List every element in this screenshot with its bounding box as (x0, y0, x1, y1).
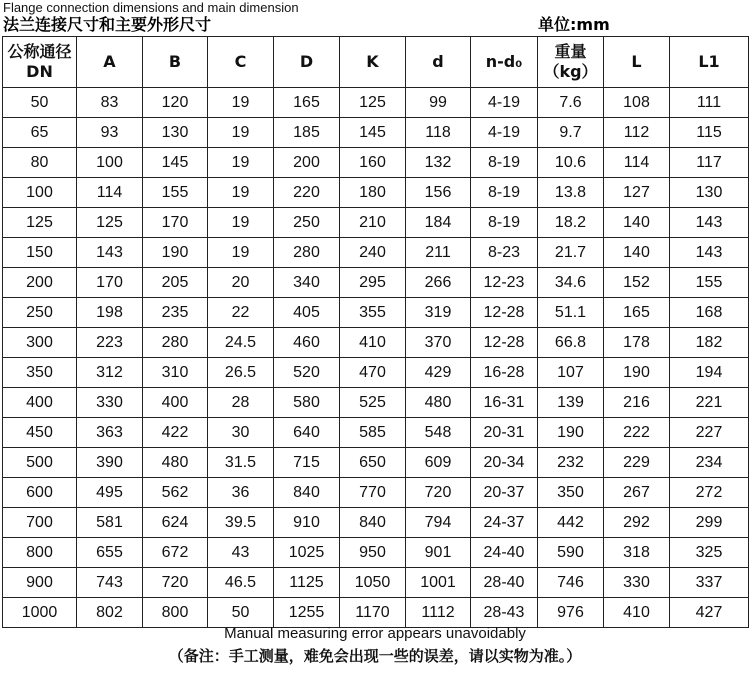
table-cell: 1125 (274, 568, 340, 598)
table-cell: 28-40 (471, 568, 538, 598)
table-cell: 900 (3, 568, 77, 598)
table-row (3, 418, 749, 448)
table-cell: 155 (670, 268, 749, 298)
table-cell: 720 (143, 568, 208, 598)
table-cell: 312 (77, 358, 143, 388)
column-header: A (77, 37, 143, 88)
table-cell: 1025 (274, 538, 340, 568)
table-cell: 4-19 (471, 88, 538, 118)
table-cell: 22 (208, 298, 274, 328)
table-row (3, 268, 749, 298)
table-cell: 234 (670, 448, 749, 478)
table-cell: 9.7 (538, 118, 604, 148)
table-row (3, 178, 749, 208)
table-cell: 125 (340, 88, 406, 118)
table-cell: 500 (3, 448, 77, 478)
table-cell: 672 (143, 538, 208, 568)
table-cell: 19 (208, 178, 274, 208)
table-cell: 19 (208, 118, 274, 148)
table-cell: 182 (670, 328, 749, 358)
table-cell: 400 (3, 388, 77, 418)
table-cell: 34.6 (538, 268, 604, 298)
table-cell: 145 (143, 148, 208, 178)
table-cell: 410 (340, 328, 406, 358)
table-cell: 178 (604, 328, 670, 358)
table-cell: 184 (406, 208, 471, 238)
table-cell: 114 (77, 178, 143, 208)
table-row (3, 358, 749, 388)
table-cell: 901 (406, 538, 471, 568)
table-cell: 51.1 (538, 298, 604, 328)
table-cell: 267 (604, 478, 670, 508)
table-cell: 10.6 (538, 148, 604, 178)
table-cell: 132 (406, 148, 471, 178)
table-cell: 16-28 (471, 358, 538, 388)
table-cell: 24-40 (471, 538, 538, 568)
table-cell: 152 (604, 268, 670, 298)
table-cell: 100 (3, 178, 77, 208)
table-cell: 30 (208, 418, 274, 448)
table-cell: 743 (77, 568, 143, 598)
table-cell: 99 (406, 88, 471, 118)
table-cell: 107 (538, 358, 604, 388)
column-header: B (143, 37, 208, 88)
table-row (3, 238, 749, 268)
table-cell: 24.5 (208, 328, 274, 358)
table-cell: 442 (538, 508, 604, 538)
table-cell: 585 (340, 418, 406, 448)
table-cell: 19 (208, 148, 274, 178)
table-cell: 190 (538, 418, 604, 448)
table-cell: 292 (604, 508, 670, 538)
table-cell: 156 (406, 178, 471, 208)
table-cell: 350 (538, 478, 604, 508)
table-cell: 295 (340, 268, 406, 298)
table-cell: 46.5 (208, 568, 274, 598)
table-cell: 125 (77, 208, 143, 238)
table-row (3, 328, 749, 358)
table-cell: 180 (340, 178, 406, 208)
table-cell: 139 (538, 388, 604, 418)
table-cell: 185 (274, 118, 340, 148)
table-cell: 143 (670, 208, 749, 238)
table-cell: 802 (77, 598, 143, 628)
table-cell: 140 (604, 238, 670, 268)
table-cell: 410 (604, 598, 670, 628)
table-cell: 221 (670, 388, 749, 418)
table-cell: 19 (208, 238, 274, 268)
table-cell: 223 (77, 328, 143, 358)
table-cell: 390 (77, 448, 143, 478)
table-cell: 26.5 (208, 358, 274, 388)
table-cell: 480 (143, 448, 208, 478)
column-header: 重量（kg） (538, 37, 604, 88)
table-cell: 50 (3, 88, 77, 118)
table-row (3, 598, 749, 628)
table-row (3, 538, 749, 568)
table-cell: 111 (670, 88, 749, 118)
table-cell: 1000 (3, 598, 77, 628)
table-cell: 266 (406, 268, 471, 298)
chinese-note: （备注：手工测量，难免会出现一些的误差，请以实物为准。） (168, 647, 582, 665)
table-cell: 190 (604, 358, 670, 388)
table-cell: 222 (604, 418, 670, 448)
table-cell: 165 (604, 298, 670, 328)
table-row (3, 208, 749, 238)
english-note: Manual measuring error appears unavoidably (224, 625, 526, 642)
table-cell: 170 (143, 208, 208, 238)
table-cell: 300 (3, 328, 77, 358)
column-header: L1 (670, 37, 749, 88)
table-cell: 21.7 (538, 238, 604, 268)
table-cell: 280 (274, 238, 340, 268)
table-cell: 7.6 (538, 88, 604, 118)
table-cell: 520 (274, 358, 340, 388)
table-cell: 299 (670, 508, 749, 538)
table-cell: 28 (208, 388, 274, 418)
table-row (3, 88, 749, 118)
table-cell: 216 (604, 388, 670, 418)
table-header-row (3, 37, 749, 88)
table-cell: 590 (538, 538, 604, 568)
table-cell: 115 (670, 118, 749, 148)
column-header: L (604, 37, 670, 88)
table-cell: 16-31 (471, 388, 538, 418)
table-cell: 370 (406, 328, 471, 358)
table-cell: 39.5 (208, 508, 274, 538)
table-cell: 18.2 (538, 208, 604, 238)
table-cell: 43 (208, 538, 274, 568)
table-cell: 20 (208, 268, 274, 298)
table-row (3, 448, 749, 478)
table-cell: 840 (274, 478, 340, 508)
table-cell: 31.5 (208, 448, 274, 478)
table-cell: 950 (340, 538, 406, 568)
table-cell: 250 (274, 208, 340, 238)
table-cell: 1255 (274, 598, 340, 628)
table-cell: 145 (340, 118, 406, 148)
table-cell: 350 (3, 358, 77, 388)
unit-label: 单位:mm (538, 15, 610, 34)
table-cell: 80 (3, 148, 77, 178)
table-cell: 746 (538, 568, 604, 598)
table-cell: 165 (274, 88, 340, 118)
column-header: 公称通径DN (3, 37, 77, 88)
table-cell: 319 (406, 298, 471, 328)
table-cell: 715 (274, 448, 340, 478)
table-cell: 211 (406, 238, 471, 268)
table-cell: 227 (670, 418, 749, 448)
table-cell: 140 (604, 208, 670, 238)
table-cell: 8-19 (471, 208, 538, 238)
table-cell: 8-19 (471, 178, 538, 208)
table-cell: 114 (604, 148, 670, 178)
table-row (3, 118, 749, 148)
table-cell: 460 (274, 328, 340, 358)
table-cell: 525 (340, 388, 406, 418)
table-cell: 250 (3, 298, 77, 328)
table-cell: 340 (274, 268, 340, 298)
table-cell: 840 (340, 508, 406, 538)
table-cell: 330 (77, 388, 143, 418)
table-cell: 24-37 (471, 508, 538, 538)
table-cell: 355 (340, 298, 406, 328)
table-cell: 150 (3, 238, 77, 268)
table-row (3, 148, 749, 178)
table-cell: 13.8 (538, 178, 604, 208)
table-cell: 120 (143, 88, 208, 118)
table-cell: 581 (77, 508, 143, 538)
table-cell: 20-37 (471, 478, 538, 508)
table-cell: 229 (604, 448, 670, 478)
table-cell: 470 (340, 358, 406, 388)
table-cell: 624 (143, 508, 208, 538)
table-cell: 112 (604, 118, 670, 148)
table-cell: 235 (143, 298, 208, 328)
chinese-title: 法兰连接尺寸和主要外形尺寸 (3, 15, 212, 34)
table-cell: 495 (77, 478, 143, 508)
table-cell: 405 (274, 298, 340, 328)
table-cell: 108 (604, 88, 670, 118)
table-cell: 155 (143, 178, 208, 208)
table-cell: 232 (538, 448, 604, 478)
table-cell: 280 (143, 328, 208, 358)
table-cell: 83 (77, 88, 143, 118)
table-row (3, 388, 749, 418)
english-title: Flange connection dimensions and main dimension (3, 0, 299, 15)
table-cell: 20-31 (471, 418, 538, 448)
table-cell: 700 (3, 508, 77, 538)
table-cell: 330 (604, 568, 670, 598)
table-cell: 100 (77, 148, 143, 178)
table-cell: 650 (340, 448, 406, 478)
table-cell: 580 (274, 388, 340, 418)
table-cell: 363 (77, 418, 143, 448)
table-row (3, 298, 749, 328)
column-header: K (340, 37, 406, 88)
table-row (3, 568, 749, 598)
table-cell: 8-19 (471, 148, 538, 178)
table-cell: 800 (3, 538, 77, 568)
table-cell: 4-19 (471, 118, 538, 148)
table-cell: 66.8 (538, 328, 604, 358)
table-cell: 210 (340, 208, 406, 238)
table-cell: 143 (77, 238, 143, 268)
table-cell: 220 (274, 178, 340, 208)
table-cell: 976 (538, 598, 604, 628)
table-cell: 422 (143, 418, 208, 448)
table-cell: 198 (77, 298, 143, 328)
table-cell: 480 (406, 388, 471, 418)
table-cell: 548 (406, 418, 471, 448)
table-cell: 450 (3, 418, 77, 448)
table-cell: 720 (406, 478, 471, 508)
table-cell: 130 (143, 118, 208, 148)
table-row (3, 478, 749, 508)
table-cell: 168 (670, 298, 749, 328)
table-cell: 200 (3, 268, 77, 298)
table-cell: 770 (340, 478, 406, 508)
table-cell: 127 (604, 178, 670, 208)
table-cell: 640 (274, 418, 340, 448)
table-cell: 400 (143, 388, 208, 418)
table-cell: 1001 (406, 568, 471, 598)
table-cell: 205 (143, 268, 208, 298)
table-cell: 1112 (406, 598, 471, 628)
table-cell: 429 (406, 358, 471, 388)
column-header: d (406, 37, 471, 88)
table-cell: 325 (670, 538, 749, 568)
table-cell: 794 (406, 508, 471, 538)
table-cell: 12-28 (471, 298, 538, 328)
table-cell: 20-34 (471, 448, 538, 478)
table-cell: 200 (274, 148, 340, 178)
table-cell: 609 (406, 448, 471, 478)
table-cell: 117 (670, 148, 749, 178)
column-header: n-d₀ (471, 37, 538, 88)
table-cell: 65 (3, 118, 77, 148)
table-cell: 12-23 (471, 268, 538, 298)
table-cell: 19 (208, 208, 274, 238)
table-cell: 170 (77, 268, 143, 298)
table-cell: 272 (670, 478, 749, 508)
table-cell: 50 (208, 598, 274, 628)
table-row (3, 508, 749, 538)
table-cell: 1050 (340, 568, 406, 598)
table-cell: 36 (208, 478, 274, 508)
table-cell: 160 (340, 148, 406, 178)
table-cell: 800 (143, 598, 208, 628)
table-body (3, 88, 749, 628)
table-cell: 562 (143, 478, 208, 508)
table-cell: 318 (604, 538, 670, 568)
table-cell: 118 (406, 118, 471, 148)
table-cell: 190 (143, 238, 208, 268)
table-cell: 8-23 (471, 238, 538, 268)
table-cell: 1170 (340, 598, 406, 628)
table-cell: 125 (3, 208, 77, 238)
table-cell: 19 (208, 88, 274, 118)
column-header: C (208, 37, 274, 88)
dimension-table (2, 36, 749, 628)
table-cell: 93 (77, 118, 143, 148)
table-cell: 12-28 (471, 328, 538, 358)
table-cell: 655 (77, 538, 143, 568)
table-cell: 143 (670, 238, 749, 268)
column-header: D (274, 37, 340, 88)
table-cell: 427 (670, 598, 749, 628)
table-cell: 337 (670, 568, 749, 598)
table-cell: 310 (143, 358, 208, 388)
table-cell: 194 (670, 358, 749, 388)
table-cell: 910 (274, 508, 340, 538)
table-cell: 600 (3, 478, 77, 508)
table-cell: 28-43 (471, 598, 538, 628)
table-cell: 240 (340, 238, 406, 268)
table-cell: 130 (670, 178, 749, 208)
